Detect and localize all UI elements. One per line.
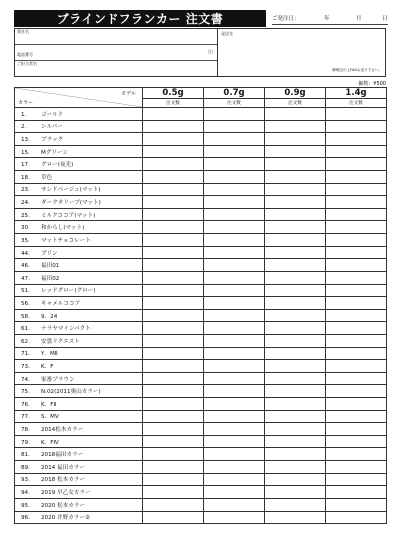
qty-input-cell[interactable] xyxy=(204,360,265,373)
color-name-cell xyxy=(15,410,143,423)
qty-input-cell[interactable] xyxy=(204,309,265,322)
color-name-cell xyxy=(15,423,143,436)
color-number: 93. xyxy=(21,477,30,484)
qty-input-cell[interactable] xyxy=(204,347,265,360)
qty-input-cell[interactable] xyxy=(265,171,326,184)
table-row xyxy=(15,309,387,322)
table-row xyxy=(15,448,387,461)
color-number: 35. xyxy=(21,237,30,244)
color-name-cell xyxy=(15,372,143,385)
qty-input-cell[interactable] xyxy=(143,108,204,121)
weight-header-0: 0.5g xyxy=(143,88,204,99)
table-row xyxy=(15,511,387,524)
weight-header-2: 0.9g xyxy=(265,88,326,99)
qty-input-cell[interactable] xyxy=(326,171,387,184)
color-name: 家畜ブラウン xyxy=(41,376,75,383)
model-label: モデル xyxy=(121,91,136,97)
table-row xyxy=(15,158,387,171)
color-name-cell xyxy=(15,309,143,322)
color-name: 2014 福田カラー xyxy=(41,464,85,471)
color-name: ミルクココア(マット) xyxy=(41,212,96,219)
color-number: 56. xyxy=(21,300,30,307)
qty-input-cell[interactable] xyxy=(265,360,326,373)
qty-input-cell[interactable] xyxy=(143,221,204,234)
qty-input-cell[interactable] xyxy=(143,461,204,474)
color-name-cell xyxy=(15,322,143,335)
qty-input-cell[interactable] xyxy=(204,221,265,234)
qty-input-cell[interactable] xyxy=(143,322,204,335)
qty-input-cell[interactable] xyxy=(265,246,326,259)
qty-input-cell[interactable] xyxy=(326,309,387,322)
color-name-cell xyxy=(15,108,143,121)
color-number: 79. xyxy=(21,439,30,446)
color-name: 2020 松本カラー xyxy=(41,502,85,509)
qty-input-cell[interactable] xyxy=(204,486,265,499)
color-number: 44. xyxy=(21,250,30,257)
qty-input-cell[interactable] xyxy=(326,360,387,373)
qty-input-cell[interactable] xyxy=(265,158,326,171)
color-name: 草色 xyxy=(41,174,53,181)
qty-input-cell[interactable] xyxy=(143,398,204,411)
qty-input-cell[interactable] xyxy=(204,208,265,221)
qty-input-cell[interactable] xyxy=(265,284,326,297)
qty-input-cell[interactable] xyxy=(204,435,265,448)
qty-input-cell[interactable] xyxy=(143,486,204,499)
qty-input-cell[interactable] xyxy=(326,372,387,385)
qty-input-cell[interactable] xyxy=(143,334,204,347)
color-number: 15. xyxy=(21,149,30,156)
color-name: 福田01 xyxy=(41,263,60,270)
color-number: 95. xyxy=(21,502,30,509)
person-field[interactable] xyxy=(15,61,217,78)
qty-input-cell[interactable] xyxy=(143,271,204,284)
qty-input-cell[interactable] xyxy=(326,398,387,411)
table-row xyxy=(15,297,387,310)
qty-input-cell[interactable] xyxy=(143,145,204,158)
qty-input-cell[interactable] xyxy=(265,259,326,272)
qty-input-cell[interactable] xyxy=(204,259,265,272)
price-label: 価格：¥500 xyxy=(358,81,386,87)
qty-input-cell[interactable] xyxy=(204,171,265,184)
color-number: 47. xyxy=(21,275,30,282)
qty-input-cell[interactable] xyxy=(204,145,265,158)
color-number: 94. xyxy=(21,490,30,497)
color-number: 75. xyxy=(21,389,30,396)
qty-input-cell[interactable] xyxy=(265,297,326,310)
qty-input-cell[interactable] xyxy=(143,297,204,310)
phone-field[interactable] xyxy=(15,45,217,61)
weight-header-1: 0.7g xyxy=(204,88,265,99)
qty-input-cell[interactable] xyxy=(265,145,326,158)
qty-input-cell[interactable] xyxy=(326,284,387,297)
color-name: サンドベージュ(マット) xyxy=(41,187,101,194)
color-number: 96. xyxy=(21,515,30,522)
qty-input-cell[interactable] xyxy=(265,461,326,474)
qty-input-cell[interactable] xyxy=(326,259,387,272)
table-row xyxy=(15,347,387,360)
qty-input-cell[interactable] xyxy=(326,108,387,121)
qty-input-cell[interactable] xyxy=(265,498,326,511)
qty-input-cell[interactable] xyxy=(143,234,204,247)
qty-input-cell[interactable] xyxy=(204,410,265,423)
color-name: ゴールド xyxy=(41,111,64,118)
color-number: 58. xyxy=(21,313,30,320)
table-row xyxy=(15,208,387,221)
qty-input-cell[interactable] xyxy=(204,297,265,310)
table-row xyxy=(15,183,387,196)
color-name: キャメルココア xyxy=(41,300,81,307)
color-number: 1. xyxy=(21,111,27,118)
table-row xyxy=(15,271,387,284)
qty-input-cell[interactable] xyxy=(265,372,326,385)
color-name: 福田02 xyxy=(41,275,60,282)
qty-input-cell[interactable] xyxy=(204,448,265,461)
form-title: ブラインドフランカー 注文書 xyxy=(14,10,266,27)
qty-input-cell[interactable] xyxy=(265,334,326,347)
person-label: ご担当者名 xyxy=(17,61,37,66)
qty-input-cell[interactable] xyxy=(143,259,204,272)
qty-input-cell[interactable] xyxy=(265,423,326,436)
color-name: 和からし(マット) xyxy=(41,225,85,232)
color-name-cell xyxy=(15,347,143,360)
qty-input-cell[interactable] xyxy=(326,183,387,196)
qty-input-cell[interactable] xyxy=(143,498,204,511)
qty-input-cell[interactable] xyxy=(265,208,326,221)
qty-input-cell[interactable] xyxy=(143,158,204,171)
qty-input-cell[interactable] xyxy=(326,423,387,436)
color-number: 78. xyxy=(21,427,30,434)
color-name-cell xyxy=(15,284,143,297)
color-name-cell xyxy=(15,171,143,184)
table-row xyxy=(15,108,387,121)
qty-input-cell[interactable] xyxy=(204,246,265,259)
color-number: 73. xyxy=(21,363,30,370)
color-number: 61. xyxy=(21,326,30,333)
order-date-rule xyxy=(272,24,388,25)
color-name-cell xyxy=(15,486,143,499)
seal-mark: 印 xyxy=(207,50,213,56)
qty-input-cell[interactable] xyxy=(326,448,387,461)
table-row xyxy=(15,145,387,158)
color-name-cell xyxy=(15,208,143,221)
qty-input-cell[interactable] xyxy=(326,410,387,423)
qty-input-cell[interactable] xyxy=(143,183,204,196)
color-name: 9．24 xyxy=(41,313,58,320)
color-number: 23. xyxy=(21,187,30,194)
qty-input-cell[interactable] xyxy=(204,108,265,121)
qty-input-cell[interactable] xyxy=(326,208,387,221)
table-row xyxy=(15,284,387,297)
qty-input-cell[interactable] xyxy=(204,334,265,347)
color-number: 24. xyxy=(21,200,30,207)
qty-input-cell[interactable] xyxy=(265,221,326,234)
qty-input-cell[interactable] xyxy=(143,120,204,133)
table-row xyxy=(15,423,387,436)
qty-input-cell[interactable] xyxy=(326,347,387,360)
qty-input-cell[interactable] xyxy=(204,423,265,436)
qty-input-cell[interactable] xyxy=(326,246,387,259)
qty-input-cell[interactable] xyxy=(326,133,387,146)
qty-input-cell[interactable] xyxy=(143,448,204,461)
table-row xyxy=(15,133,387,146)
color-name: S．MⅤ xyxy=(41,414,59,421)
qty-input-cell[interactable] xyxy=(204,511,265,524)
table-row xyxy=(15,196,387,209)
qty-input-cell[interactable] xyxy=(204,196,265,209)
color-name: Y．MⅡ xyxy=(41,351,58,358)
color-name-cell xyxy=(15,120,143,133)
qty-input-cell[interactable] xyxy=(326,221,387,234)
table-row xyxy=(15,360,387,373)
color-name-cell xyxy=(15,145,143,158)
table-row xyxy=(15,410,387,423)
table-row xyxy=(15,322,387,335)
color-name-cell xyxy=(15,435,143,448)
qty-input-cell[interactable] xyxy=(204,284,265,297)
color-number: 74. xyxy=(21,376,30,383)
shop-name-field[interactable] xyxy=(15,29,217,45)
color-name: レッドグロー(グロー) xyxy=(41,288,96,295)
color-number: 18. xyxy=(21,174,30,181)
qty-input-cell[interactable] xyxy=(326,511,387,524)
table-row xyxy=(15,246,387,259)
color-number: 17. xyxy=(21,162,30,169)
qty-input-cell[interactable] xyxy=(143,360,204,373)
table-row xyxy=(15,473,387,486)
color-number: 46. xyxy=(21,263,30,270)
color-number: 30. xyxy=(21,225,30,232)
qty-input-cell[interactable] xyxy=(204,158,265,171)
qty-input-cell[interactable] xyxy=(204,234,265,247)
qty-input-cell[interactable] xyxy=(204,498,265,511)
color-number: 62. xyxy=(21,338,30,345)
color-name-cell xyxy=(15,196,143,209)
qty-input-cell[interactable] xyxy=(265,120,326,133)
qty-input-cell[interactable] xyxy=(204,385,265,398)
weight-header-row xyxy=(15,88,387,99)
phone-label: 電話番号 xyxy=(17,52,33,57)
qty-input-cell[interactable] xyxy=(143,372,204,385)
qty-input-cell[interactable] xyxy=(143,309,204,322)
qty-input-cell[interactable] xyxy=(143,208,204,221)
qty-input-cell[interactable] xyxy=(143,196,204,209)
qty-input-cell[interactable] xyxy=(265,385,326,398)
qty-input-cell[interactable] xyxy=(265,271,326,284)
table-row xyxy=(15,334,387,347)
color-name: 2018 松本カラー xyxy=(41,477,85,484)
order-date-year: 年 xyxy=(324,16,330,22)
color-name-cell xyxy=(15,297,143,310)
qty-input-cell[interactable] xyxy=(143,511,204,524)
color-name-cell xyxy=(15,360,143,373)
color-number: 89. xyxy=(21,464,30,471)
color-number: 76. xyxy=(21,401,30,408)
color-name: 2020 井野カラー② xyxy=(41,515,90,522)
table-row xyxy=(15,372,387,385)
table-row xyxy=(15,398,387,411)
qty-input-cell[interactable] xyxy=(204,133,265,146)
table-row xyxy=(15,435,387,448)
qty-input-cell[interactable] xyxy=(204,322,265,335)
color-name-cell xyxy=(15,398,143,411)
color-name: ブラック xyxy=(41,137,64,144)
qty-input-cell[interactable] xyxy=(265,108,326,121)
table-row xyxy=(15,120,387,133)
table-corner-cell xyxy=(15,88,143,108)
qty-input-cell[interactable] xyxy=(265,133,326,146)
color-number: 81. xyxy=(21,452,30,459)
qty-header-2: 注文数 xyxy=(265,99,326,108)
qty-input-cell[interactable] xyxy=(265,435,326,448)
qty-input-cell[interactable] xyxy=(326,145,387,158)
color-name: 安曇リクエスト xyxy=(41,338,80,345)
color-number: 13. xyxy=(21,137,30,144)
qty-input-cell[interactable] xyxy=(326,322,387,335)
qty-input-cell[interactable] xyxy=(204,461,265,474)
qty-input-cell[interactable] xyxy=(326,385,387,398)
qty-input-cell[interactable] xyxy=(326,334,387,347)
qty-input-cell[interactable] xyxy=(265,410,326,423)
qty-input-cell[interactable] xyxy=(265,486,326,499)
qty-input-cell[interactable] xyxy=(265,309,326,322)
table-row xyxy=(15,385,387,398)
qty-input-cell[interactable] xyxy=(326,461,387,474)
qty-input-cell[interactable] xyxy=(204,271,265,284)
qty-input-cell[interactable] xyxy=(265,347,326,360)
qty-input-cell[interactable] xyxy=(326,120,387,133)
qty-input-cell[interactable] xyxy=(204,183,265,196)
color-name-cell xyxy=(15,511,143,524)
color-name-cell xyxy=(15,385,143,398)
color-number: 2. xyxy=(21,124,27,131)
table-row xyxy=(15,171,387,184)
color-name: マットチョコレート xyxy=(41,237,91,244)
qty-input-cell[interactable] xyxy=(265,183,326,196)
order-date-label: ご発注日： xyxy=(272,16,300,22)
qty-input-cell[interactable] xyxy=(326,271,387,284)
qty-input-cell[interactable] xyxy=(326,158,387,171)
color-name: 2019 早乙女カラー xyxy=(41,490,91,497)
color-name: シルバー xyxy=(41,124,63,131)
color-name-cell xyxy=(15,461,143,474)
color-name-cell xyxy=(15,158,143,171)
qty-input-cell[interactable] xyxy=(326,196,387,209)
color-name-cell xyxy=(15,246,143,259)
qty-input-cell[interactable] xyxy=(265,234,326,247)
qty-input-cell[interactable] xyxy=(143,410,204,423)
qty-input-cell[interactable] xyxy=(204,372,265,385)
qty-input-cell[interactable] xyxy=(326,297,387,310)
qty-input-cell[interactable] xyxy=(143,171,204,184)
customer-info-left xyxy=(15,29,218,76)
table-row xyxy=(15,221,387,234)
qty-input-cell[interactable] xyxy=(265,322,326,335)
qty-input-cell[interactable] xyxy=(326,435,387,448)
qty-input-cell[interactable] xyxy=(326,486,387,499)
ship-to-label: 発送先 xyxy=(221,31,233,36)
order-rows xyxy=(15,108,387,524)
qty-header-1: 注文数 xyxy=(204,99,265,108)
qty-input-cell[interactable] xyxy=(265,473,326,486)
qty-input-cell[interactable] xyxy=(265,398,326,411)
qty-input-cell[interactable] xyxy=(143,423,204,436)
qty-input-cell[interactable] xyxy=(143,246,204,259)
color-name: N.02(2011奥山カラー) xyxy=(41,389,101,396)
qty-input-cell[interactable] xyxy=(143,133,204,146)
color-number: 71. xyxy=(21,351,30,358)
table-row xyxy=(15,498,387,511)
color-name-cell xyxy=(15,183,143,196)
qty-input-cell[interactable] xyxy=(204,398,265,411)
color-name: K．F xyxy=(41,363,54,370)
customer-info-box xyxy=(14,28,386,77)
color-name-cell xyxy=(15,448,143,461)
qty-input-cell[interactable] xyxy=(143,347,204,360)
color-name: グロー(夜光) xyxy=(41,162,74,169)
color-name: ナラヤマインパクト xyxy=(41,326,91,333)
color-name-cell xyxy=(15,334,143,347)
fax-note: 御明記の上FAXお送り下さい。 xyxy=(332,68,382,72)
qty-input-cell[interactable] xyxy=(265,196,326,209)
color-name-cell xyxy=(15,259,143,272)
color-name: ダークオリーブ(マット) xyxy=(41,200,101,207)
color-name-cell xyxy=(15,473,143,486)
color-name: K．FⅡ xyxy=(41,401,57,408)
order-table xyxy=(14,87,387,524)
color-label: カラー xyxy=(18,100,34,106)
order-date-month: 月 xyxy=(356,16,362,22)
qty-input-cell[interactable] xyxy=(265,511,326,524)
qty-input-cell[interactable] xyxy=(143,284,204,297)
color-name: Mグリーン xyxy=(41,149,69,156)
color-number: 51. xyxy=(21,288,30,295)
qty-input-cell[interactable] xyxy=(326,498,387,511)
qty-input-cell[interactable] xyxy=(204,473,265,486)
color-name-cell xyxy=(15,221,143,234)
order-date-day: 日 xyxy=(382,16,388,22)
color-number: 77. xyxy=(21,414,30,421)
qty-input-cell[interactable] xyxy=(204,120,265,133)
color-name: プリン xyxy=(41,250,58,257)
qty-input-cell[interactable] xyxy=(326,234,387,247)
table-row xyxy=(15,234,387,247)
weight-header-3: 1.4g xyxy=(326,88,387,99)
color-name: 2014松本カラー xyxy=(41,427,84,434)
color-number: 25. xyxy=(21,212,30,219)
order-date xyxy=(272,14,388,22)
qty-input-cell[interactable] xyxy=(326,473,387,486)
qty-input-cell[interactable] xyxy=(143,435,204,448)
color-name: 2018福田カラー xyxy=(41,452,84,459)
shop-name-label: 貴社名 xyxy=(17,29,29,34)
qty-header-0: 注文数 xyxy=(143,99,204,108)
table-row xyxy=(15,461,387,474)
qty-input-cell[interactable] xyxy=(143,385,204,398)
table-row xyxy=(15,259,387,272)
qty-header-3: 注文数 xyxy=(326,99,387,108)
color-name-cell xyxy=(15,498,143,511)
color-name-cell xyxy=(15,234,143,247)
color-name-cell xyxy=(15,133,143,146)
qty-input-cell[interactable] xyxy=(143,473,204,486)
qty-input-cell[interactable] xyxy=(265,448,326,461)
color-name-cell xyxy=(15,271,143,284)
table-row xyxy=(15,486,387,499)
color-name: K．FⅣ xyxy=(41,439,59,446)
